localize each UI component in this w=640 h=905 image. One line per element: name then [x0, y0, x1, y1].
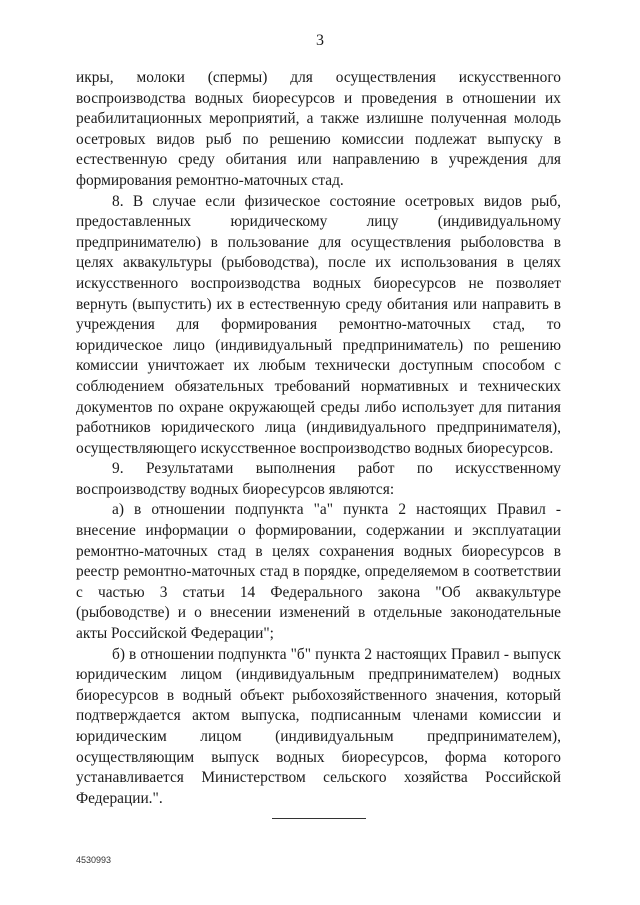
document-body — [76, 68, 561, 809]
paragraph-item-9: 9. Результатами выполнения работ по искусственному воспроизводству водных биоресурсов являются: — [76, 460, 561, 498]
page-number: 3 — [316, 32, 324, 49]
paragraph-subitem-b: б) в отношении подпункта "б" пункта 2 настоящих Правил - выпуск юридическим лицом (индивидуальным предпринимателем) водных биоресурсов в водный объект рыбохозяйственного значения, который подтверждается актом выпуска, подписанным членами комиссии и юридическим лицом (индивидуальным предпринимателем), осуществляющим выпуск водных биоресурсов, форма которого устанавливается Министерством сельского хозяйства Российской Федерации.". — [76, 645, 561, 807]
paragraph-item-8: 8. В случае если физическое состояние осетровых видов рыб, предоставленных юридическому лицу (индивидуальному предпринимателю) в пользование для осуществления рыболовства в целях аквакультуры (рыбоводства), после их использования в целях искусственного воспроизводства водных биоресурсов не позволяет вернуть (выпустить) их в естественную среду обитания или направить в учреждения для формирования ремонтно-маточных стад, то юридическое лицо (индивидуальный предприниматель) по решению комиссии уничтожает их любым технически доступным способом с соблюдением обязательных требований нормативных и технических документов по охране окружающей среды либо использует для питания работников юридического лица (индивидуального предпринимателя), осуществляющего искусственное воспроизводство водных биоресурсов. — [76, 192, 561, 457]
paragraph-subitem-a: а) в отношении подпункта "а" пункта 2 настоящих Правил - внесение информации о формировании, содержании и эксплуатации ремонтно-маточных стад в целях сохранения водных биоресурсов в реестр ремонтно-маточных стад в порядке, определяемом в соответствии с частью 3 статьи 14 Федерального закона "Об аквакультуре (рыбоводстве) и о внесении изменений в отдельные законодательные акты Российской Федерации"; — [76, 501, 561, 643]
document-code: 4530993 — [76, 855, 112, 865]
paragraph-continuation: икры, молоки (спермы) для осуществления искусственного воспроизводства водных биоресурсов и проведения в отношении их реабилитационных мероприятий, а также излишне полученная молодь осетровых видов рыб по решению комиссии подлежат выпуску в естественную среду обитания или направлению в учреждения для формирования ремонтно-маточных стад. — [76, 69, 561, 189]
end-separator-line — [272, 818, 366, 819]
